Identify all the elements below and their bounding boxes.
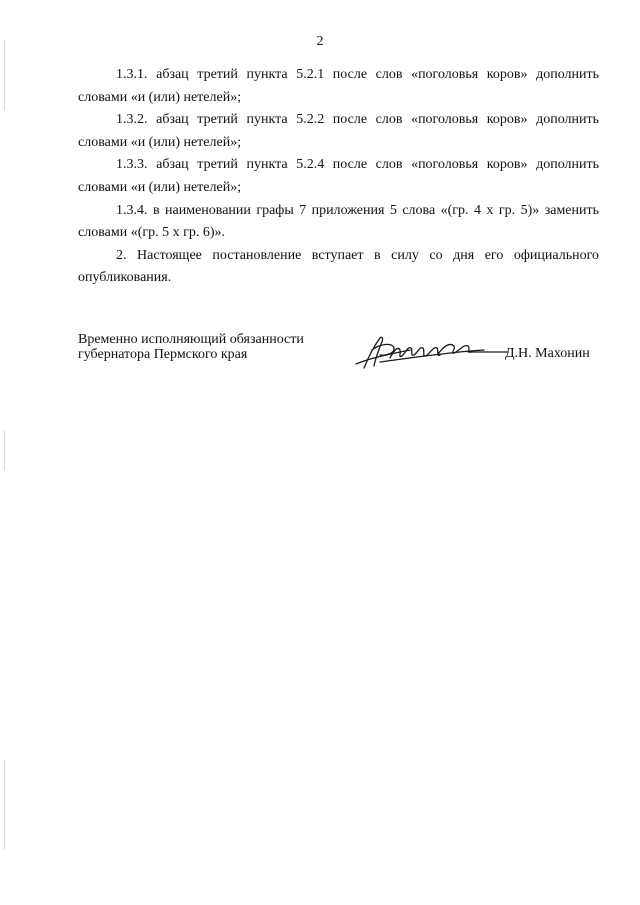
paragraph-1-3-3: 1.3.3. абзац третий пункта 5.2.4 после слов «поголовья коров» дополнить словами «и (или) нетелей»;: [78, 157, 599, 195]
signatory-title-line-1: Временно исполняющий обязанности: [78, 332, 304, 347]
scan-edge-mark: [4, 40, 5, 110]
page-number: 2: [316, 34, 324, 49]
paragraph-1-3-2: 1.3.2. абзац третий пункта 5.2.2 после слов «поголовья коров» дополнить словами «и (или) нетелей»;: [78, 112, 599, 150]
signatory-title: [78, 332, 304, 362]
signatory-title-line-2: губернатора Пермского края: [78, 347, 248, 362]
scan-edge-mark: [4, 430, 5, 470]
handwritten-signature: [350, 328, 510, 374]
signatory-name: Д.Н. Махонин: [505, 346, 590, 361]
document-body: [78, 64, 599, 290]
scan-edge-mark: [4, 760, 5, 850]
paragraph-2: 2. Настоящее постановление вступает в силу со дня его официального опубликования.: [78, 247, 599, 286]
paragraph-1-3-1: 1.3.1. абзац третий пункта 5.2.1 после слов «поголовья коров» дополнить словами «и (или) нетелей»;: [78, 67, 599, 105]
paragraph-1-3-4: 1.3.4. в наименовании графы 7 приложения 5 слова «(гр. 4 х гр. 5)» заменить словами «(гр. 5 х гр. 6)».: [78, 202, 599, 241]
